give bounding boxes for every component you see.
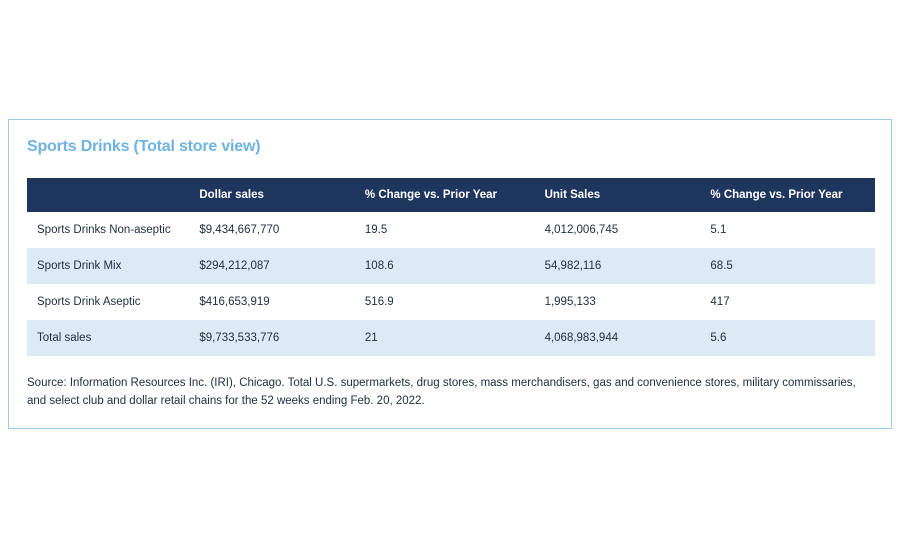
cell-category: Sports Drink Aseptic <box>37 296 141 308</box>
cell-dollar-sales: $416,653,919 <box>199 296 270 308</box>
cell-category: Sports Drinks Non-aseptic <box>37 224 171 236</box>
cell-unit-sales: 4,012,006,745 <box>544 224 619 236</box>
table-row <box>27 284 875 320</box>
cell-unit-change: 5.6 <box>710 332 727 344</box>
column-header-dollar-change: % Change vs. Prior Year <box>357 178 537 212</box>
table-header-row <box>27 178 875 212</box>
cell-category: Sports Drink Mix <box>37 260 122 272</box>
cell-category: Total sales <box>37 332 92 344</box>
column-header-unit-sales: Unit Sales <box>537 178 703 212</box>
cell-dollar-change: 108.6 <box>364 260 394 272</box>
table-body <box>27 212 875 356</box>
cell-unit-sales: 4,068,983,944 <box>544 332 619 344</box>
cell-unit-change: 68.5 <box>710 260 733 272</box>
cell-unit-sales: 1,995,133 <box>544 296 596 308</box>
table-row <box>27 248 875 284</box>
sports-drinks-table <box>27 178 875 356</box>
cell-dollar-change: 21 <box>364 332 378 344</box>
cell-dollar-sales: $294,212,087 <box>199 260 270 272</box>
cell-dollar-sales: $9,733,533,776 <box>199 332 280 344</box>
cell-dollar-change: 516.9 <box>364 296 394 308</box>
page-title: Sports Drinks (Total store view) <box>27 138 261 155</box>
table-row <box>27 212 875 248</box>
data-card <box>8 119 892 429</box>
cell-dollar-sales: $9,434,667,770 <box>199 224 280 236</box>
table-header <box>27 178 875 212</box>
source-note: Source: Information Resources Inc. (IRI), Chicago. Total U.S. supermarkets, drug stores, mass merchandisers, gas and convenience stores, military commissaries, and select club and dollar retail chains for the 52 weeks ending Feb. 20, 2022. <box>27 377 856 407</box>
cell-unit-change: 5.1 <box>710 224 727 236</box>
cell-dollar-change: 19.5 <box>364 224 388 236</box>
cell-unit-change: 417 <box>710 296 730 308</box>
cell-unit-sales: 54,982,116 <box>544 260 602 272</box>
column-header-unit-change: % Change vs. Prior Year <box>702 178 875 212</box>
column-header-category <box>27 178 191 212</box>
table-row <box>27 320 875 356</box>
column-header-dollar-sales: Dollar sales <box>191 178 357 212</box>
